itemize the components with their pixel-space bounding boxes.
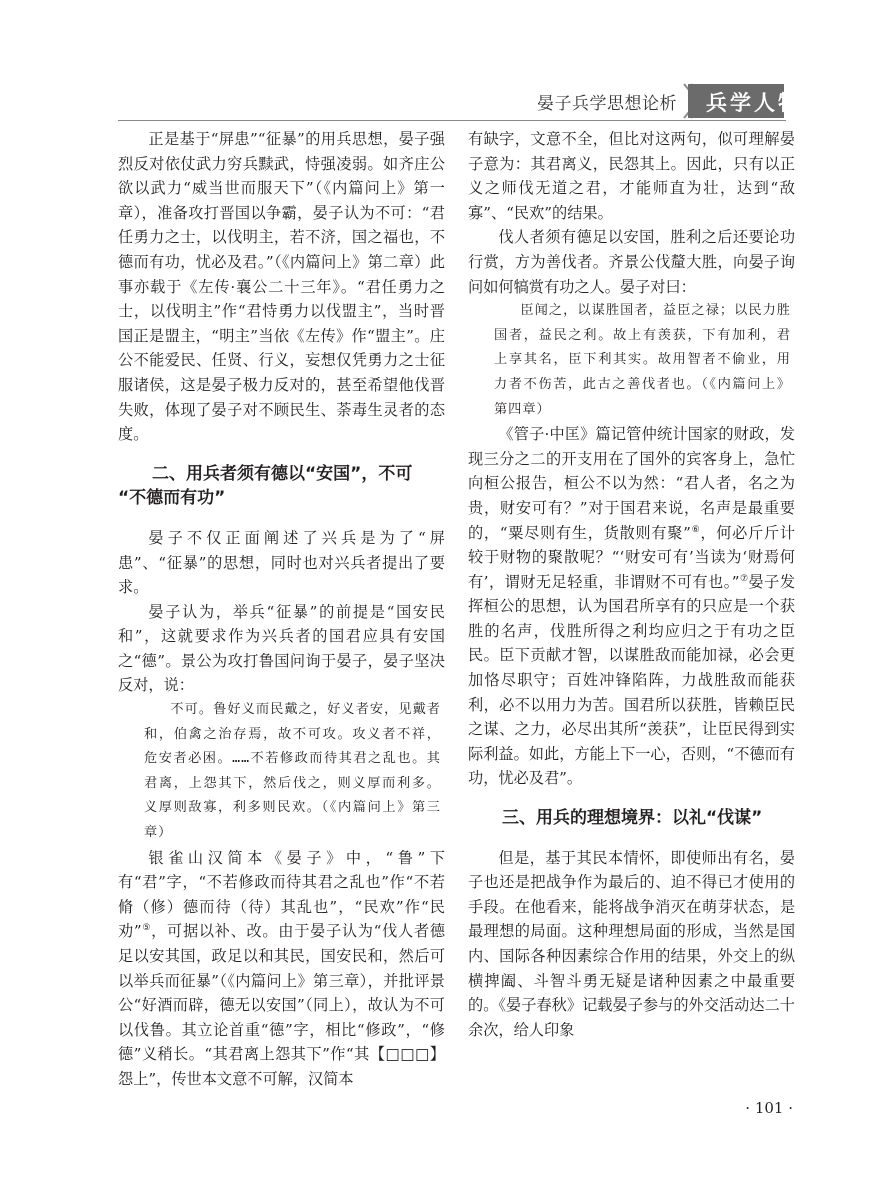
header-divider bbox=[118, 120, 786, 121]
block-quote: 不可。鲁好义而民戴之，好义者安，见戴者和，伯禽之治存焉，故不可攻。攻义者不祥，危安者必困。……不若修政而待其君之乱也。其君离，上怨其下，然后伐之，则义厚而利多。义厚则敌寡，利多则民欢。（《内篇问上》第三章） bbox=[144, 702, 441, 841]
page-number: · 101 · bbox=[745, 1099, 793, 1117]
paragraph: 但是，基于其民本情怀，即使师出有名，晏子也还是把战争作为最后的、迫不得已才使用的手段。在他看来，能将战争消灭在萌芽状态，是最理想的局面。这种理想局面的形成，当然是国内、国际各种因素综合作用的结果，外交上的纵横捭阖、斗智斗勇无疑是诸种因素之中最重要的。《晏子春秋》记载晏子参与的外交活动达二十余次，给人印象 bbox=[468, 848, 795, 1039]
paragraph bbox=[468, 422, 795, 791]
paragraph-text: 银雀山汉简本《晏子》中，“鲁”下有“君”字，“不若修政而待其君之乱也”作“不若脩（修）德而待（待）其乱也”，“民欢”作“民劝” bbox=[118, 848, 445, 941]
paragraph: 正是基于“屏患”“征暴”的用兵思想，晏子强烈反对依仗武力穷兵黩武，恃强凌弱。如齐庄公欲以武力“威当世而服天下”（《内篇问上》第一章），准备攻打晋国以争霸，晏子认为不可：“君任勇力之士，以伐明主，若不济，国之福也，不德而有功，忧必及君。”（《内篇问上》第二章）此事亦载于《左传·襄公二十三年》。“君任勇力之士，以伐明主”作“君恃勇力以伐盟主”，当时晋国正是盟主，“明主”当依《左传》作“盟主”。庄公不能爱民、任贤、行义，妄想仅凭勇力之士征服诸侯，这是晏子极力反对的，甚至希望他伐晋失败，体现了晏子对不顾民生、荼毒生灵者的态度。 bbox=[118, 130, 445, 444]
footnote-marker[interactable]: ⑥ bbox=[690, 524, 701, 535]
paragraph-text: 晏子发挥桓公的思想，认为国君所享有的只应是一个获胜的名声，伐胜所得之利均应归之于有功之臣民。臣下贡献才智，以谋胜敌而能加禄，必会更加恪尽职守；百姓冲锋陷阵，力战胜敌而能获利，必不以用力为苦。国君所以获胜，皆赖臣民之谋、之力，必尽出其所“羡获”，让臣民得到实际利益。如此，方能上下一心，否则，“不德而有功，忧必及君”。 bbox=[468, 572, 796, 788]
right-column bbox=[468, 127, 795, 1042]
paragraph-text: 《管子·中匡》篇记管仲统计国家的财政，发现三分之二的开支用在了国外的宾客身上，急忙向桓公报告，桓公不以为然：“君人者，名之为贵，财安可有？”对于国君来说，名声是最重要的，“粟尽则有生，货散则有聚” bbox=[468, 425, 795, 542]
section-heading-2-line1: 二、用兵者须有德以“安国”，不可 bbox=[152, 463, 413, 484]
paragraph: 伐人者须有德足以安国，胜利之后还要论功行赏，方为善伐者。齐景公伐釐大胜，向晏子询问如何犒赏有功之人。晏子对曰： bbox=[468, 228, 795, 296]
running-header bbox=[0, 82, 890, 122]
footnote-marker[interactable]: ⑦ bbox=[739, 573, 749, 584]
section-heading-2 bbox=[118, 462, 445, 511]
section-tag bbox=[688, 84, 802, 118]
paragraph: 晏子不仅正面阐述了兴兵是为了“屏患”、“征暴”的思想，同时也对兴兵者提出了要求。 bbox=[118, 528, 445, 597]
section-heading-3-text: 三、用兵的理想境界：以礼“伐谋” bbox=[502, 808, 763, 829]
left-column bbox=[118, 127, 445, 1092]
paragraph bbox=[118, 846, 445, 1092]
block-quote: 臣闻之，以谋胜国者，益臣之禄；以民力胜国者，益民之利。故上有羡获，下有加利，君上享其名，臣下利其实。故用智者不偷业，用力者不伤苦，此古之善伐者也。（《内篇问上》第四章） bbox=[494, 303, 791, 417]
section-tag-label: 兵学人物 bbox=[706, 91, 802, 115]
paragraph: 有缺字，文意不全，但比对这两句，似可理解晏子意为：其君离义，民怨其上。因此，只有以正义之师伐无道之君，才能师直为壮，达到“敌寡”、“民欢”的结果。 bbox=[468, 130, 795, 222]
paragraph: 晏子认为，举兵“征暴”的前提是“国安民和”，这就要求作为兴兵者的国君应具有安国之“德”。景公为攻打鲁国问询于晏子，晏子坚决反对，说： bbox=[118, 602, 445, 695]
section-heading-3 bbox=[468, 806, 795, 831]
running-title: 晏子兵学思想论析 bbox=[537, 94, 677, 114]
section-heading-2-line2: “不德而有功” bbox=[118, 488, 226, 509]
paragraph-text: ，何必斤斤计较于财物的聚散呢？“‘财安可有’当读为‘财焉何有’，谓财无足轻重，非谓财不可有也。” bbox=[468, 523, 795, 591]
paragraph-text: ，可据以补、改。由于晏子认为“伐人者德足以安其国，政足以和其民，国安民和，然后可以举兵而征暴”（《内篇问上》第三章），并批评景公“好酒而辟，德无以安国”（同上），故认为不可以伐鲁。其立论首重“德”字，相比“修政”，“修德”义稍长。“其君离上怨其下”作“其【□□□】怨上”，传世本文意不可解，汉简本 bbox=[118, 922, 446, 1088]
footnote-marker[interactable]: ⑤ bbox=[141, 923, 152, 934]
